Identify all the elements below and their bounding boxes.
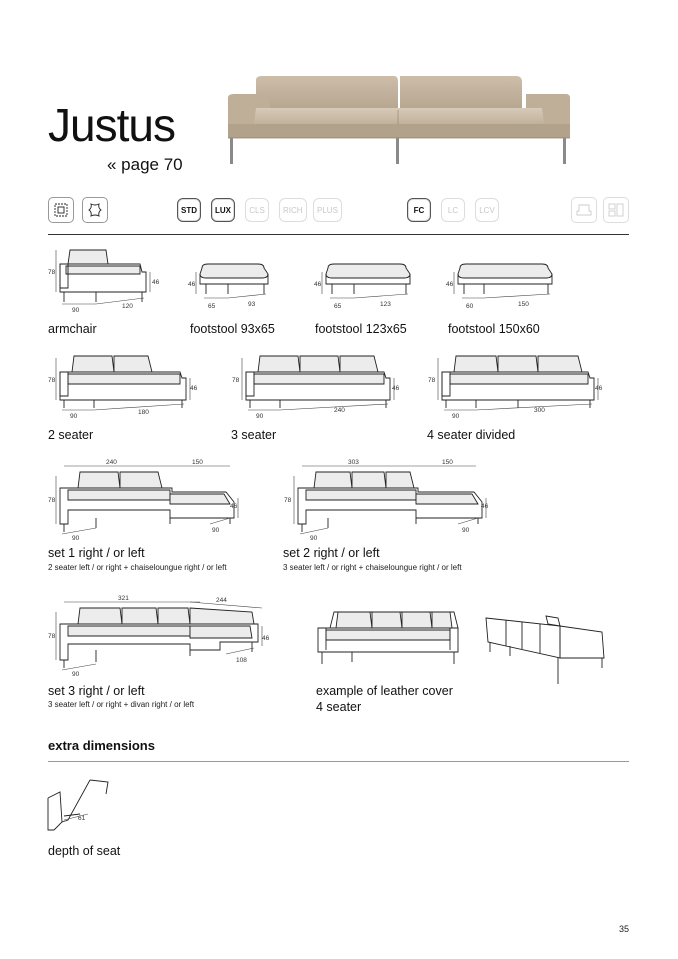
three-seater-seat-label: 46 — [392, 385, 400, 392]
header-divider — [48, 234, 629, 235]
four-seater-caption: 4 seater divided — [427, 428, 516, 442]
armchair-caption: armchair — [48, 322, 97, 336]
leather-example-caption-line2: 4 seater — [316, 700, 362, 714]
two-seater-height-label: 78 — [48, 377, 56, 384]
set1-seat-label: 46 — [230, 503, 238, 510]
fabric-icon[interactable] — [48, 197, 74, 223]
three-seater-drawing — [226, 350, 406, 422]
two-seater-depth-label: 90 — [70, 413, 78, 420]
leather-example-back-drawing — [480, 612, 610, 688]
set3-height-label: 78 — [48, 633, 56, 640]
set3-seat-label: 46 — [262, 635, 270, 642]
page-number: 35 — [618, 924, 629, 934]
set3-width1-label: 321 — [118, 595, 129, 602]
hero-sofa-image — [226, 72, 572, 168]
depth-of-seat-caption: depth of seat — [48, 844, 121, 858]
set2-width1-label: 303 — [348, 459, 359, 466]
armchair-seat-label: 46 — [152, 279, 160, 286]
set3-depth2-label: 108 — [236, 657, 247, 664]
set3-depth-label: 90 — [72, 671, 80, 678]
set1-depth2-label: 90 — [212, 527, 220, 534]
depth-of-seat-value: 61 — [78, 815, 86, 822]
set2-height-label: 78 — [284, 497, 292, 504]
badge-plus[interactable]: PLUS — [313, 198, 342, 222]
page-reference[interactable]: « page 70 — [107, 155, 183, 174]
footstool-123-height-label: 46 — [314, 281, 322, 288]
set3-drawing — [40, 592, 276, 678]
set2-caption: set 2 right / or left — [283, 546, 380, 560]
chair-front-icon[interactable] — [571, 197, 597, 223]
armchair-width-label: 120 — [122, 303, 133, 310]
badge-std[interactable]: STD — [177, 198, 201, 222]
set2-drawing — [278, 458, 494, 542]
three-seater-height-label: 78 — [232, 377, 240, 384]
set2-depth-label: 90 — [310, 535, 318, 542]
depth-of-seat-drawing — [44, 776, 116, 838]
footstool-150-depth-label: 60 — [466, 303, 474, 310]
layout-modules-icon[interactable] — [603, 197, 629, 223]
footstool-93-drawing — [188, 262, 278, 314]
footstool-123-caption: footstool 123x65 — [315, 322, 407, 336]
footstool-123-width-label: 123 — [380, 301, 391, 308]
extra-dimensions-heading: extra dimensions — [48, 738, 155, 753]
set1-width2-label: 150 — [192, 459, 203, 466]
badge-lcv[interactable]: LCV — [475, 198, 499, 222]
footstool-123-depth-label: 65 — [334, 303, 342, 310]
footstool-93-depth-label: 65 — [208, 303, 216, 310]
badge-lux[interactable]: LUX — [211, 198, 235, 222]
badge-lc[interactable]: LC — [441, 198, 465, 222]
footstool-93-width-label: 93 — [248, 301, 256, 308]
two-seater-caption: 2 seater — [48, 428, 94, 442]
set1-drawing — [40, 458, 246, 542]
four-seater-drawing — [422, 350, 608, 422]
footstool-93-caption: footstool 93x65 — [190, 322, 275, 336]
product-title: Justus — [48, 99, 175, 151]
three-seater-width-label: 240 — [334, 407, 345, 414]
set3-caption: set 3 right / or left — [48, 684, 145, 698]
two-seater-drawing — [40, 350, 200, 422]
footstool-123-drawing — [312, 262, 422, 314]
armchair-height-label: 78 — [48, 269, 56, 276]
set1-depth-label: 90 — [72, 535, 80, 542]
footstool-150-drawing — [444, 262, 564, 314]
four-seater-height-label: 78 — [428, 377, 436, 384]
set1-subcaption: 2 seater left / or right + chaiseloungue right / or left — [48, 563, 227, 572]
badge-fc[interactable]: FC — [407, 198, 431, 222]
set2-width2-label: 150 — [442, 459, 453, 466]
armchair-drawing — [40, 244, 170, 314]
armchair-depth-label: 90 — [72, 307, 80, 314]
leather-example-caption: example of leather cover — [316, 684, 453, 698]
three-seater-depth-label: 90 — [256, 413, 264, 420]
badge-rich[interactable]: RICH — [279, 198, 307, 222]
leather-hide-icon[interactable] — [82, 197, 108, 223]
footstool-150-width-label: 150 — [518, 301, 529, 308]
two-seater-width-label: 180 — [138, 409, 149, 416]
set1-width1-label: 240 — [106, 459, 117, 466]
set2-seat-label: 46 — [481, 503, 489, 510]
badge-cls[interactable]: CLS — [245, 198, 269, 222]
footstool-150-caption: footstool 150x60 — [448, 322, 540, 336]
footstool-150-height-label: 46 — [446, 281, 454, 288]
set2-depth2-label: 90 — [462, 527, 470, 534]
leather-example-front-drawing — [314, 606, 462, 672]
set1-height-label: 78 — [48, 497, 56, 504]
four-seater-depth-label: 90 — [452, 413, 460, 420]
four-seater-width-label: 300 — [534, 407, 545, 414]
set3-subcaption: 3 seater left / or right + divan right / or left — [48, 700, 195, 709]
set3-width2-label: 244 — [216, 597, 227, 604]
two-seater-seat-label: 46 — [190, 385, 198, 392]
set2-subcaption: 3 seater left / or right + chaiseloungue right / or left — [283, 563, 462, 572]
extra-dimensions-divider — [48, 761, 629, 762]
four-seater-seat-label: 46 — [595, 385, 603, 392]
footstool-93-height-label: 46 — [188, 281, 196, 288]
set1-caption: set 1 right / or left — [48, 546, 145, 560]
three-seater-caption: 3 seater — [231, 428, 277, 442]
